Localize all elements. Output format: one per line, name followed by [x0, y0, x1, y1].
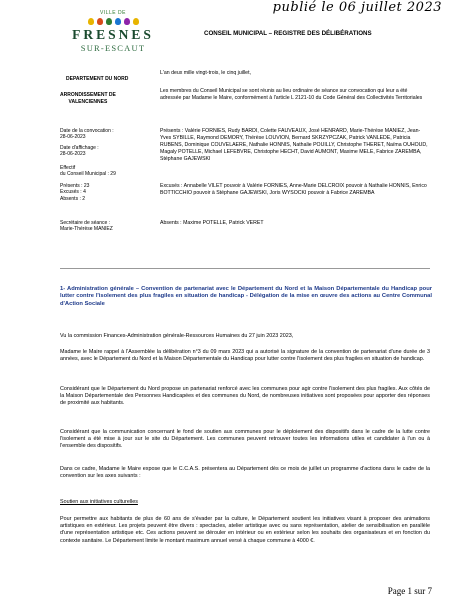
presents-count: Présents : 23	[60, 183, 90, 189]
paragraph-considerant-2: Considérant que la communication concernant le fond de soutien aux communes pour le déploiement des dispositifs dans le cadre de la lutte contre l'isolement a été mise à jour sur le site du Département. Les communes peuvent retrouver toutes les informations utiles et candidater à l'un ou à l'ensemble des dispositifs.	[60, 429, 430, 450]
town-logo	[68, 10, 158, 53]
effectif-label: Effectif	[60, 164, 76, 171]
excuses-count: Excusés : 4	[60, 189, 86, 196]
logo-flowers	[68, 18, 158, 25]
section-heading: 1- Administration générale – Convention de partenariat avec le Département du Nord et la Maison Départementale du Handicap pour lutter contre l'isolement des plus fragiles en situation de handicap - Délégation de la mise en œuvre des actions au Centre Communal d'Action Sociale	[60, 286, 432, 307]
arrondissement-line: VALENCIENNES	[68, 98, 108, 105]
logo-subtitle: SUR-ESCAUT	[80, 43, 146, 53]
attendance-counts	[60, 183, 150, 202]
intro-text: Les membres du Conseil Municipal se sont réunis au lieu ordinaire de séance sur convocation qui leur a été adressée par Madame le Maire, conformément à l'article L 2121-10 du Code Général des Collectivités Territoriales	[160, 88, 423, 101]
subheading: Soutien aux initiatives culturelles	[60, 499, 138, 505]
flower-icon	[124, 18, 130, 25]
convocation-date: 28-06-2023	[60, 134, 86, 141]
flower-icon	[133, 18, 139, 25]
affichage-label: Date d'affichage :	[60, 144, 99, 151]
paragraph-cadre: Dans ce cadre, Madame le Maire expose que le C.C.A.S. présentera au Département dès ce mois de juillet un programme d'actions dans le cadre de la convention sur les axes suivants :	[60, 466, 430, 480]
convocation-label: Date de la convocation :	[60, 128, 114, 134]
effectif-count: du Conseil Municipal : 29	[60, 171, 116, 178]
flower-icon	[106, 18, 112, 25]
presents-list: Présents : Valérie FORNIES, Rudy BARDI, Colette FAUVEAUX, José HENRARD, Marie-Thérèse MANIEZ, Jean-Yves SYBILLE, Raymond DEMORY, Thérèse LOUVION, Bernard SKRZYPCZAK, Patrick VANLEDE, Patricia RUBENS, Dominique COUVELAERE, Nathalie HONNIS, Nathalie POUILLY, Christophe THERET, Naïma OUHOUD, Magaly POTELLE, Michael LEFEBVRE, Christophe HECHT, David AUMONT, Maxime MELE, Fabrice ZAREMBA, Stéphane GAJEWSKI	[160, 128, 428, 162]
flower-icon	[97, 18, 103, 25]
absents-count: Absents : 2	[60, 195, 86, 202]
paragraph-vu: Vu la commission Finances-Administration générale-Ressources Humaines du 27 juin 2023 2023,	[60, 333, 294, 339]
secretary-label: Secrétaire de séance :	[60, 220, 111, 226]
divider	[60, 268, 430, 269]
intro-date: L'an deux mille vingt-trois, le cinq juillet,	[160, 70, 251, 76]
secretary-block	[60, 220, 150, 233]
page-title: CONSEIL MUNICIPAL – REGISTRE DES DÉLIBÉRATIONS	[204, 30, 372, 37]
paragraph-culture: Pour permettre aux habitants de plus de 60 ans de s'évader par la culture, le Département soutient les initiatives visant à proposer des animations artistiques en extérieur. Les projets peuvent être divers : spectacles, atelier artistique avec ou sans représentation, atelier de sensibilisation en parallèle d'une représentation artistique etc. Ces actions peuvent se dérouler en intérieur ou en extérieur selon les souhaits des organisateurs et en fonction du contexte sanitaire. Le Département limite le montant maximum annuel versé à chaque commune à 4000 €.	[60, 516, 430, 544]
logo-ville: VILLE DE	[100, 10, 126, 16]
arrondissement-line: ARRONDISSEMENT DE	[60, 92, 116, 98]
department: DEPARTEMENT DU NORD	[66, 76, 129, 82]
page-number: Page 1 sur 7	[387, 586, 432, 596]
convocation-block	[60, 128, 150, 177]
absents-list: Absents : Maxime POTELLE, Patrick VERET	[160, 220, 264, 226]
flower-icon	[115, 18, 121, 25]
paragraph-considerant-1: Considérant que le Département du Nord propose un partenariat renforcé avec les communes pour agir contre l'isolement des plus fragiles. Aux côtés de la Maison Départementale des Personnes Handicapées et des communes du Nord, de nombreuses initiatives sont proposées pour apporter des réponses de proximité aux habitants.	[60, 386, 430, 407]
paragraph-rappel: Madame le Maire rappel à l'Assemblée la délibération n°3 du 09 mars 2023 qui a autorisé la signature de la convention de partenariat d'une durée de 3 années, avec le Département du Nord et la Maison Départementale du Handicap pour lutter contre l'isolement des plus fragiles en situation de handicap.	[60, 349, 430, 363]
logo-name: FRESNES	[72, 27, 154, 42]
arrondissement	[60, 92, 116, 105]
secretary-name: Marie-Thérèse MANIEZ	[60, 226, 113, 233]
flower-icon	[88, 18, 94, 25]
excuses-list: Excusés : Annabelle VILET pouvoir à Valérie FORNIES, Anne-Marie DELCROIX pouvoir à Nathalie HONNIS, Enrico BOTTICCHIO pouvoir à Stéphane GAJEWSKI, Joris WYSOCKI pouvoir à Fabrice ZAREMBA	[160, 183, 427, 196]
published-note: publié le 06 juillet 2023	[272, 0, 442, 15]
affichage-date: 28-06-2023	[60, 151, 86, 158]
